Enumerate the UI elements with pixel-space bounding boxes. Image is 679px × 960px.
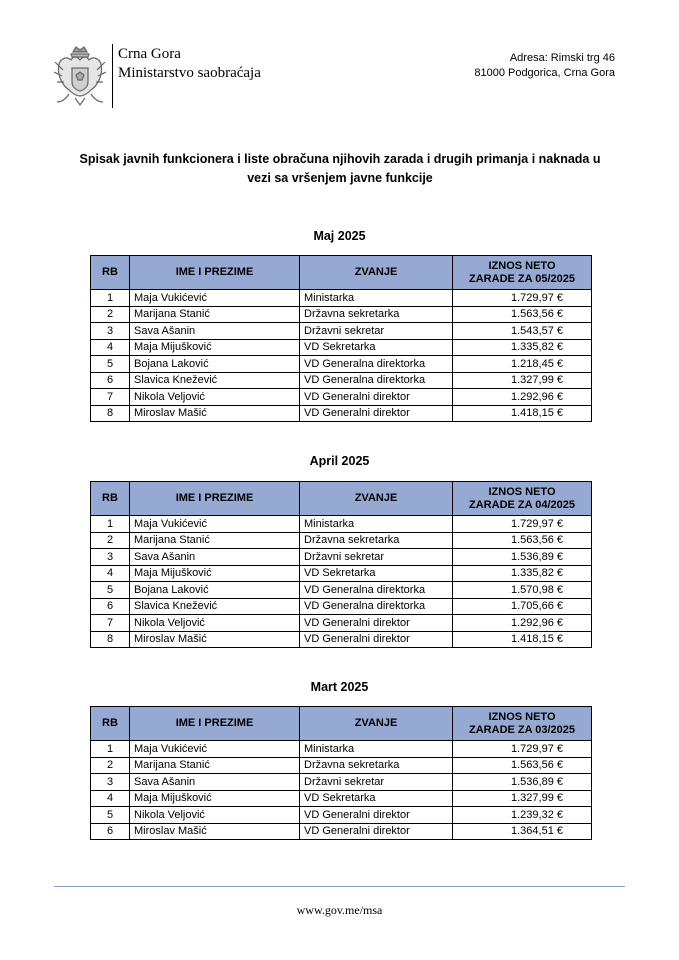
cell-amount: 1.536,89 € <box>453 549 592 566</box>
cell-amount: 1.563,56 € <box>453 306 592 323</box>
cell-rb: 4 <box>91 339 130 356</box>
cell-amount: 1.335,82 € <box>453 339 592 356</box>
cell-rb: 4 <box>91 565 130 582</box>
table-row <box>91 389 592 406</box>
cell-rb: 5 <box>91 356 130 373</box>
cell-rb: 6 <box>91 598 130 615</box>
cell-title: Državni sekretar <box>300 323 453 340</box>
cell-name: Maja Mijušković <box>130 339 300 356</box>
cell-name: Bojana Laković <box>130 356 300 373</box>
cell-rb: 2 <box>91 532 130 549</box>
cell-name: Maja Vukićević <box>130 290 300 307</box>
cell-name: Maja Mijušković <box>130 565 300 582</box>
cell-title: VD Sekretarka <box>300 339 453 356</box>
salary-table <box>90 481 592 648</box>
cell-title: VD Sekretarka <box>300 790 453 807</box>
table-row <box>91 807 592 824</box>
cell-rb: 3 <box>91 323 130 340</box>
cell-title: VD Generalna direktorka <box>300 598 453 615</box>
column-header-amount <box>453 482 592 516</box>
cell-amount: 1.563,56 € <box>453 757 592 774</box>
cell-title: VD Generalna direktorka <box>300 582 453 599</box>
cell-rb: 5 <box>91 807 130 824</box>
cell-amount: 1.729,97 € <box>453 290 592 307</box>
document-title-line-1: Spisak javnih funkcionera i liste obračuna njihovih zarada i drugih primanja i naknada u <box>79 152 601 166</box>
cell-rb: 2 <box>91 757 130 774</box>
footer-url: www.gov.me/msa <box>296 903 383 917</box>
cell-title: Državna sekretarka <box>300 757 453 774</box>
table-row <box>91 532 592 549</box>
cell-amount: 1.239,32 € <box>453 807 592 824</box>
cell-title: VD Generalni direktor <box>300 631 453 648</box>
cell-amount: 1.292,96 € <box>453 615 592 632</box>
cell-name: Sava Ašanin <box>130 549 300 566</box>
cell-name: Miroslav Mašić <box>130 405 300 422</box>
cell-amount: 1.729,97 € <box>453 741 592 758</box>
table-row <box>91 631 592 648</box>
cell-name: Maja Vukićević <box>130 516 300 533</box>
cell-amount: 1.705,66 € <box>453 598 592 615</box>
salary-table <box>90 255 592 422</box>
table-row <box>91 339 592 356</box>
cell-name: Nikola Veljović <box>130 615 300 632</box>
cell-name: Miroslav Mašić <box>130 823 300 840</box>
cell-amount: 1.418,15 € <box>453 405 592 422</box>
document-title <box>40 150 640 188</box>
cell-rb: 6 <box>91 823 130 840</box>
cell-name: Nikola Veljović <box>130 389 300 406</box>
cell-name: Marijana Stanić <box>130 532 300 549</box>
cell-name: Slavica Knežević <box>130 372 300 389</box>
cell-title: VD Generalna direktorka <box>300 372 453 389</box>
cell-name: Marijana Stanić <box>130 757 300 774</box>
cell-title: Ministarka <box>300 516 453 533</box>
salary-table <box>90 706 592 840</box>
table-row <box>91 582 592 599</box>
cell-amount: 1.563,56 € <box>453 532 592 549</box>
column-header-rb: RB <box>91 707 130 741</box>
address-line-2: 81000 Podgorica, Crna Gora <box>474 67 615 79</box>
table-row <box>91 323 592 340</box>
cell-name: Marijana Stanić <box>130 306 300 323</box>
cell-amount: 1.536,89 € <box>453 774 592 791</box>
cell-name: Maja Vukićević <box>130 741 300 758</box>
table-row <box>91 774 592 791</box>
cell-name: Sava Ašanin <box>130 774 300 791</box>
table-header-row <box>91 707 592 741</box>
cell-rb: 2 <box>91 306 130 323</box>
table-row <box>91 306 592 323</box>
cell-title: VD Generalni direktor <box>300 615 453 632</box>
cell-amount: 1.570,98 € <box>453 582 592 599</box>
cell-amount: 1.218,45 € <box>453 356 592 373</box>
column-header-amount-line-2: ZARADE ZA 05/2025 <box>469 272 575 285</box>
column-header-amount-line-2: ZARADE ZA 04/2025 <box>469 498 575 511</box>
cell-rb: 1 <box>91 290 130 307</box>
table-row <box>91 565 592 582</box>
cell-title: VD Generalni direktor <box>300 807 453 824</box>
cell-title: VD Generalni direktor <box>300 823 453 840</box>
cell-amount: 1.418,15 € <box>453 631 592 648</box>
table-row <box>91 598 592 615</box>
cell-title: Državni sekretar <box>300 549 453 566</box>
cell-amount: 1.364,51 € <box>453 823 592 840</box>
column-header-amount-line-1: IZNOS NETO <box>488 710 556 723</box>
column-header-name: IME I PREZIME <box>130 482 300 516</box>
table-row <box>91 757 592 774</box>
table-row <box>91 516 592 533</box>
cell-name: Slavica Knežević <box>130 598 300 615</box>
address-line-1: Adresa: Rimski trg 46 <box>509 52 615 64</box>
cell-rb: 7 <box>91 389 130 406</box>
cell-name: Miroslav Mašić <box>130 631 300 648</box>
table-header-row <box>91 256 592 290</box>
cell-title: Državni sekretar <box>300 774 453 791</box>
table-row <box>91 549 592 566</box>
ministry-line-1: Crna Gora <box>118 46 181 62</box>
ministry-name <box>118 45 261 83</box>
column-header-rb: RB <box>91 256 130 290</box>
cell-rb: 8 <box>91 405 130 422</box>
table-row <box>91 290 592 307</box>
cell-rb: 4 <box>91 790 130 807</box>
cell-rb: 1 <box>91 741 130 758</box>
table-row <box>91 372 592 389</box>
cell-rb: 6 <box>91 372 130 389</box>
column-header-title: ZVANJE <box>300 482 453 516</box>
section-heading: Mart 2025 <box>310 680 369 694</box>
section-heading: April 2025 <box>309 454 370 468</box>
cell-title: VD Generalni direktor <box>300 389 453 406</box>
cell-rb: 3 <box>91 549 130 566</box>
column-header-title: ZVANJE <box>300 256 453 290</box>
cell-rb: 1 <box>91 516 130 533</box>
column-header-amount <box>453 256 592 290</box>
cell-title: Ministarka <box>300 290 453 307</box>
column-header-amount-line-1: IZNOS NETO <box>488 259 556 272</box>
cell-amount: 1.327,99 € <box>453 372 592 389</box>
cell-title: VD Sekretarka <box>300 565 453 582</box>
column-header-name: IME I PREZIME <box>130 256 300 290</box>
cell-amount: 1.543,57 € <box>453 323 592 340</box>
cell-amount: 1.335,82 € <box>453 565 592 582</box>
cell-title: Državna sekretarka <box>300 532 453 549</box>
cell-amount: 1.327,99 € <box>453 790 592 807</box>
cell-amount: 1.292,96 € <box>453 389 592 406</box>
cell-name: Nikola Veljović <box>130 807 300 824</box>
cell-amount: 1.729,97 € <box>453 516 592 533</box>
cell-rb: 3 <box>91 774 130 791</box>
coat-of-arms-icon <box>51 44 109 110</box>
footer-divider <box>54 886 625 887</box>
table-row <box>91 615 592 632</box>
document-title-line-2: vezi sa vršenjem javne funkcije <box>247 171 433 185</box>
header-divider <box>112 44 113 108</box>
cell-rb: 5 <box>91 582 130 599</box>
column-header-amount <box>453 707 592 741</box>
column-header-title: ZVANJE <box>300 707 453 741</box>
column-header-rb: RB <box>91 482 130 516</box>
table-row <box>91 356 592 373</box>
cell-name: Sava Ašanin <box>130 323 300 340</box>
cell-title: Ministarka <box>300 741 453 758</box>
section-heading: Maj 2025 <box>313 229 366 243</box>
cell-name: Maja Mijušković <box>130 790 300 807</box>
cell-rb: 8 <box>91 631 130 648</box>
table-header-row <box>91 482 592 516</box>
table-row <box>91 405 592 422</box>
column-header-amount-line-1: IZNOS NETO <box>488 485 556 498</box>
address-block <box>474 51 615 81</box>
table-row <box>91 790 592 807</box>
table-row <box>91 823 592 840</box>
cell-title: VD Generalni direktor <box>300 405 453 422</box>
table-row <box>91 741 592 758</box>
ministry-line-2: Ministarstvo saobraćaja <box>118 65 261 81</box>
cell-name: Bojana Laković <box>130 582 300 599</box>
cell-title: VD Generalna direktorka <box>300 356 453 373</box>
cell-rb: 7 <box>91 615 130 632</box>
column-header-amount-line-2: ZARADE ZA 03/2025 <box>469 723 575 736</box>
cell-title: Državna sekretarka <box>300 306 453 323</box>
column-header-name: IME I PREZIME <box>130 707 300 741</box>
